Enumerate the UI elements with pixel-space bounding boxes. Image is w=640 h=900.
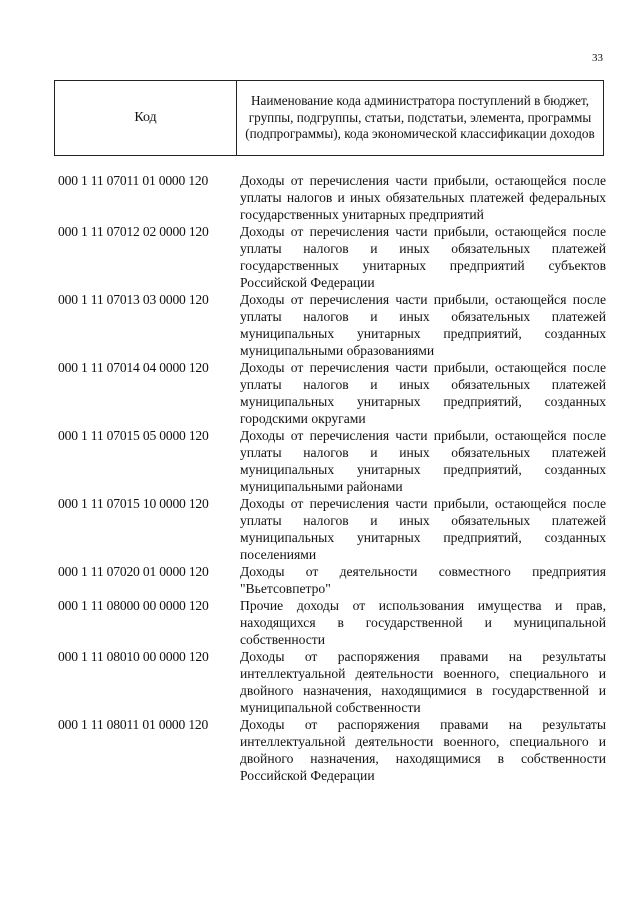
row-description: Доходы от перечисления части прибыли, остающейся после уплаты налогов и иных обязательных платежей муниципальных унитарных предприятий, созданных муниципальными районами — [240, 428, 606, 494]
row-description: Доходы от перечисления части прибыли, остающейся после уплаты налогов и иных обязательных платежей муниципальных унитарных предприятий, созданных поселениями — [240, 496, 606, 562]
table-row — [58, 223, 606, 291]
row-code: 000 1 11 08010 00 0000 120 — [58, 649, 209, 664]
row-description: Доходы от распоряжения правами на результаты интеллектуальной деятельности военного, специального и двойного назначения, находящимися в собственности Российской Федерации — [240, 717, 606, 783]
row-description: Доходы от деятельности совместного предприятия "Вьетсовпетро" — [240, 564, 606, 596]
row-code: 000 1 11 07015 10 0000 120 — [58, 496, 209, 511]
table-row — [58, 495, 606, 563]
page-number: 33 — [592, 52, 603, 64]
row-code: 000 1 11 07011 01 0000 120 — [58, 173, 209, 188]
row-description: Доходы от перечисления части прибыли, остающейся после уплаты налогов и иных обязательных платежей государственных унитарных предприятий субъектов Российской Федерации — [240, 224, 606, 290]
row-code: 000 1 11 08000 00 0000 120 — [58, 598, 209, 613]
table-header — [54, 80, 604, 156]
row-code: 000 1 11 07013 03 0000 120 — [58, 292, 209, 307]
table-row — [58, 172, 606, 223]
table-row — [58, 597, 606, 648]
header-name-cell: Наименование кода администратора поступлений в бюджет, группы, подгруппы, статьи, подстатьи, элемента, программы (подпрограммы), кода экономической классификации доходов — [245, 93, 595, 142]
table-row — [58, 427, 606, 495]
row-description: Доходы от перечисления части прибыли, остающейся после уплаты налогов и иных обязательных платежей муниципальных унитарных предприятий, созданных городскими округами — [240, 360, 606, 426]
row-description: Прочие доходы от использования имущества и прав, находящихся в государственной и муниципальной собственности — [240, 598, 606, 647]
row-code: 000 1 11 08011 01 0000 120 — [58, 717, 209, 732]
row-description: Доходы от перечисления части прибыли, остающейся после уплаты налогов и иных обязательных платежей федеральных государственных унитарных предприятий — [240, 173, 606, 222]
table-row — [58, 291, 606, 359]
row-description: Доходы от перечисления части прибыли, остающейся после уплаты налогов и иных обязательных платежей муниципальных унитарных предприятий, созданных муниципальными образованиями — [240, 292, 606, 358]
header-code-cell: Код — [55, 81, 237, 155]
row-code: 000 1 11 07020 01 0000 120 — [58, 564, 209, 579]
row-code: 000 1 11 07015 05 0000 120 — [58, 428, 209, 443]
row-code: 000 1 11 07012 02 0000 120 — [58, 224, 209, 239]
table-row — [58, 359, 606, 427]
classification-list — [58, 172, 606, 784]
table-row — [58, 563, 606, 597]
table-row — [58, 648, 606, 716]
row-code: 000 1 11 07014 04 0000 120 — [58, 360, 209, 375]
table-row — [58, 716, 606, 784]
row-description: Доходы от распоряжения правами на результаты интеллектуальной деятельности военного, специального и двойного назначения, находящимися в государственной и муниципальной собственности — [240, 649, 606, 715]
